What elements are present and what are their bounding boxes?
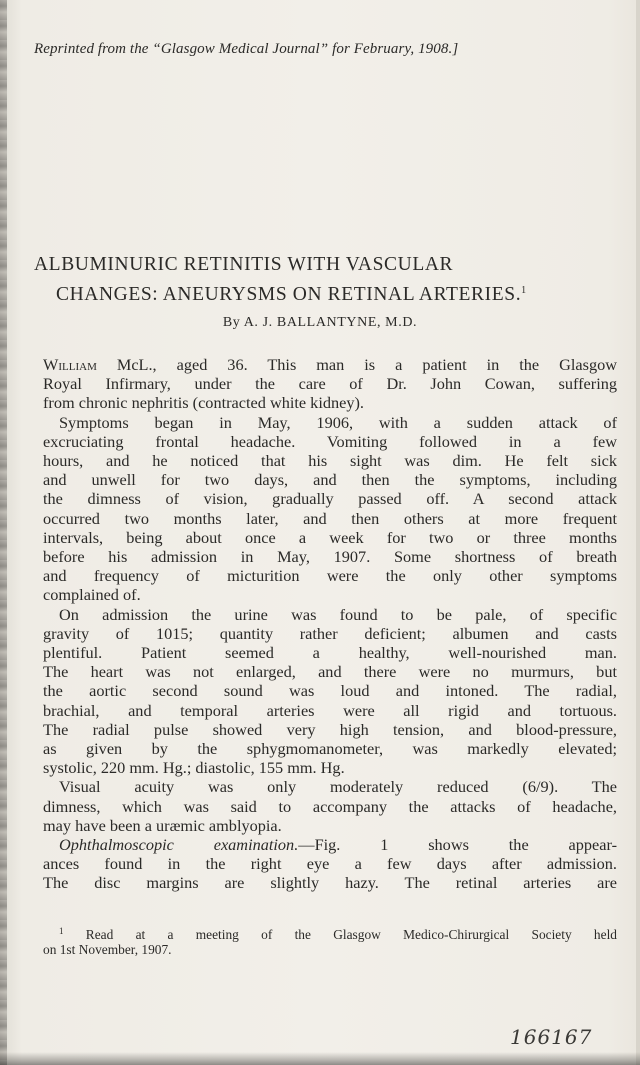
body-line: William McL., aged 36. This man is a patient in the Glasgow xyxy=(43,355,617,374)
body-line: intervals, being about once a week for two or three months xyxy=(43,527,617,547)
body-line: dimness, which was said to accompany the attacks of headache, xyxy=(43,796,617,816)
body-line: gravity of 1015; quantity rather deficient; albumen and casts xyxy=(43,623,617,643)
footnote-mark: 1 xyxy=(59,926,64,936)
section-heading: Ophthalmoscopic examination. xyxy=(59,835,299,855)
handwritten-accession-number: 166167 xyxy=(510,1025,593,1049)
body-line: the aortic second sound was loud and intoned. The radial, xyxy=(43,681,617,701)
body-line: the dimness of vision, gradually passed off. A second attack xyxy=(43,489,617,509)
body-line: Symptoms began in May, 1906, with a sudden attack of xyxy=(59,412,617,432)
body-line: occurred two months later, and then others at more frequent xyxy=(43,508,617,528)
reprint-header: Reprinted from the “Glasgow Medical Journal” for February, 1908.] xyxy=(34,41,459,57)
footnote-line-1 xyxy=(43,924,617,942)
body-line: as given by the sphygmomanometer, was markedly elevated; xyxy=(43,739,617,759)
body-line: before his admission in May, 1907. Some shortness of breath xyxy=(43,547,617,567)
title-line-1: ALBUMINURIC RETINITIS WITH VASCULAR xyxy=(34,254,454,275)
binding-edge xyxy=(0,0,7,1065)
footnote-text-1: Read at a meeting of the Glasgow Medico-Chirurgical Society held xyxy=(85,927,617,942)
body-line: complained of. xyxy=(43,585,141,605)
bottom-edge-shadow xyxy=(0,1052,640,1065)
body-line: On admission the urine was found to be pale, of specific xyxy=(59,604,617,624)
body-line: ances found in the right eye a few days after admission. xyxy=(43,854,617,874)
title-line-2 xyxy=(34,278,614,308)
body-line: plentiful. Patient seemed a healthy, well-nourished man. xyxy=(43,643,617,663)
body-line: systolic, 220 mm. Hg.; diastolic, 155 mm. Hg. xyxy=(43,758,345,778)
body-line: from chronic nephritis (contracted white kidney). xyxy=(43,393,364,413)
body-line: and frequency of micturition were the only other symptoms xyxy=(43,566,617,586)
body-line: The disc margins are slightly hazy. The retinal arteries are xyxy=(43,873,617,893)
body-line: excruciating frontal headache. Vomiting followed in a few xyxy=(43,431,617,451)
body-line: Visual acuity was only moderately reduced (6/9). The xyxy=(59,777,617,797)
body-line: The radial pulse showed very high tension, and blood-pressure, xyxy=(43,719,617,739)
patient-name: William xyxy=(43,355,97,374)
byline: By A. J. BALLANTYNE, M.D. xyxy=(222,315,418,330)
footnote xyxy=(43,924,617,957)
body-line: Ophthalmoscopic examination.—Fig. 1 shows the appear- xyxy=(59,835,618,855)
footnote-line-2: on 1st November, 1907. xyxy=(43,942,172,957)
body-line: The heart was not enlarged, and there were no murmurs, but xyxy=(43,662,617,682)
body-line: Royal Infirmary, under the care of Dr. John Cowan, suffering xyxy=(43,374,617,394)
article-body xyxy=(43,355,617,893)
body-line: brachial, and temporal arteries were all rigid and tortuous. xyxy=(43,700,617,720)
body-line: and unwell for two days, and then the symptoms, including xyxy=(43,470,617,490)
title-line-2-text: CHANGES: ANEURYSMS ON RETINAL ARTERIES. xyxy=(56,284,522,305)
body-line: hours, and he noticed that his sight was dim. He felt sick xyxy=(43,451,617,471)
article-title xyxy=(34,252,614,308)
page-right-edge xyxy=(636,0,640,1065)
title-footnote-mark: 1 xyxy=(521,285,527,296)
body-line: may have been a uræmic amblyopia. xyxy=(43,815,282,835)
